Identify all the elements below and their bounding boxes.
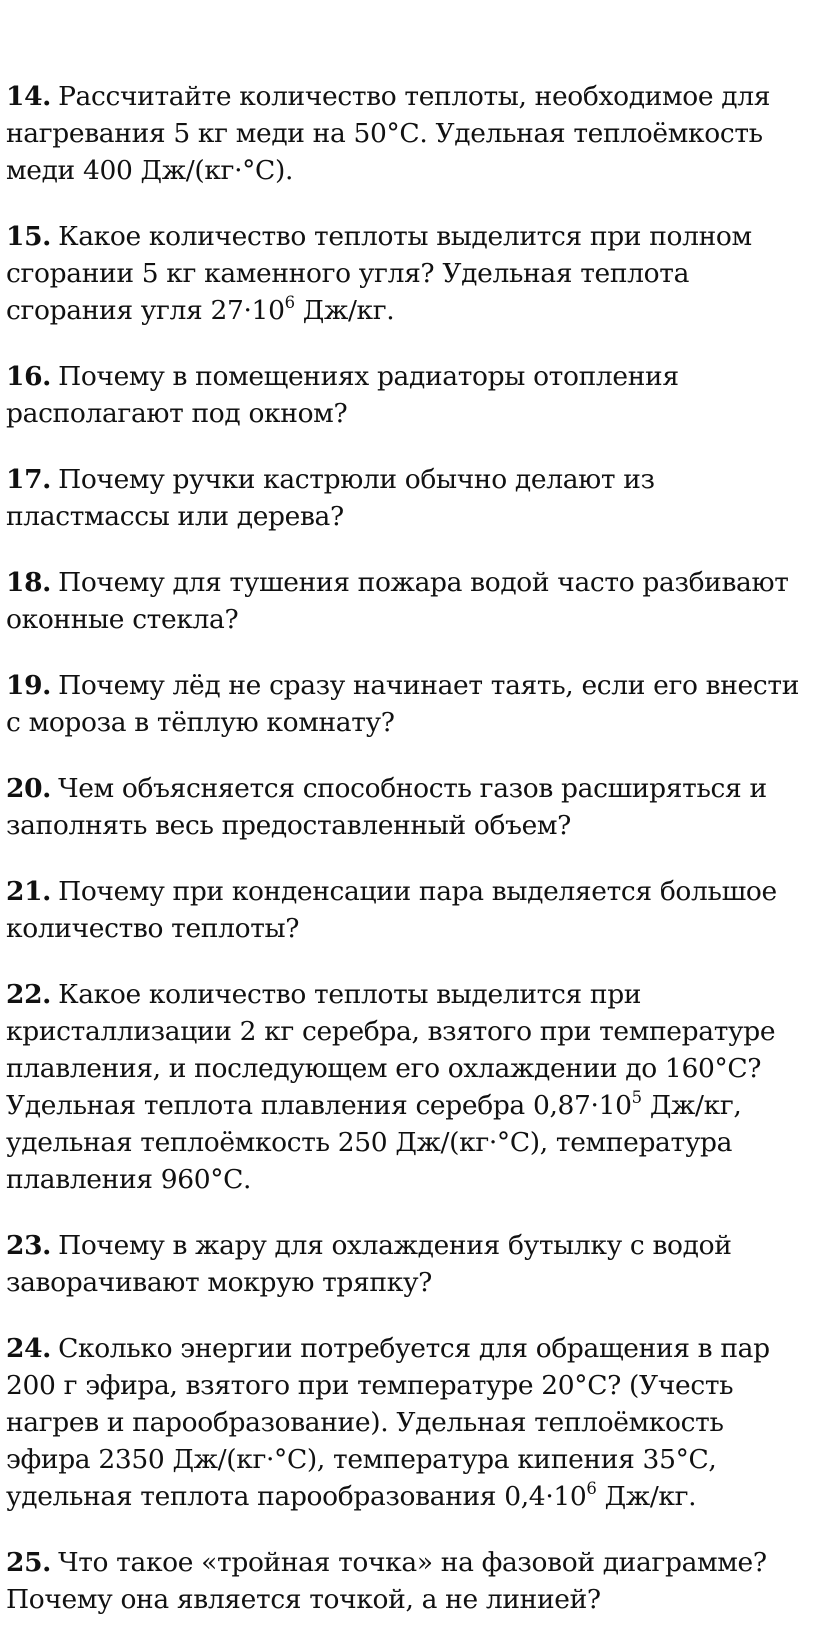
task-text-line: [6, 1404, 808, 1441]
task-text-line: [6, 601, 808, 638]
task-text: удельная теплоёмкость 250 Дж/(кг·°С), температура: [6, 1127, 733, 1158]
task-text: оконные стекла?: [6, 604, 239, 635]
task-item: [6, 976, 808, 1198]
task-text: заворачивают мокрую тряпку?: [6, 1267, 433, 1298]
task-text: Рассчитайте количество теплоты, необходимое для: [58, 81, 771, 112]
exponent: 6: [284, 292, 295, 312]
task-text-line: [6, 78, 808, 115]
task-text: кристаллизации 2 кг серебра, взятого при температуре: [6, 1016, 776, 1047]
task-text-line: [6, 1227, 808, 1264]
task-text: количество теплоты?: [6, 913, 300, 944]
task-text-line: [6, 1367, 808, 1404]
task-text: эфира 2350 Дж/(кг·°С), температура кипения 35°С,: [6, 1444, 717, 1475]
task-text: плавления, и последующем его охлаждении до 160°С?: [6, 1053, 762, 1084]
task-text-line: [6, 218, 808, 255]
task-number: 22.: [6, 979, 52, 1010]
task-number: 21.: [6, 876, 52, 907]
task-text: Сколько энергии потребуется для обращения в пар: [58, 1333, 770, 1364]
task-item: [6, 873, 808, 947]
task-item: [6, 358, 808, 432]
task-text-line: [6, 1330, 808, 1367]
task-number: 23.: [6, 1230, 52, 1261]
task-text: удельная теплота парообразования 0,4·10: [6, 1481, 587, 1512]
task-number: 14.: [6, 81, 52, 112]
task-text-line: [6, 1161, 808, 1198]
task-number: 16.: [6, 361, 52, 392]
task-text: с мороза в тёплую комнату?: [6, 707, 395, 738]
exponent: 5: [631, 1087, 642, 1107]
task-text: сгорания угля 27·10: [6, 295, 285, 326]
task-text-unit: Дж/кг,: [641, 1090, 742, 1121]
task-text: Какое количество теплоты выделится при: [58, 979, 642, 1010]
task-text: Что такое «тройная точка» на фазовой диаграмме?: [58, 1547, 767, 1578]
task-text: Почему в помещениях радиаторы отопления: [58, 361, 679, 392]
task-text-line: [6, 704, 808, 741]
task-text: Почему она является точкой, а не линией?: [6, 1584, 601, 1615]
task-text-line: [6, 152, 808, 189]
task-text-line: [6, 1013, 808, 1050]
task-text-line: [6, 873, 808, 910]
task-text-line: [6, 807, 808, 844]
task-text: заполнять весь предоставленный объем?: [6, 810, 572, 841]
task-text-line: [6, 910, 808, 947]
task-text-line: [6, 564, 808, 601]
task-text-line: [6, 498, 808, 535]
task-number: 20.: [6, 773, 52, 804]
task-text-line: [6, 1544, 808, 1581]
task-item: [6, 1544, 808, 1618]
task-text-line: [6, 667, 808, 704]
task-text-line: [6, 395, 808, 432]
task-text-line: [6, 1050, 808, 1087]
task-text-line: [6, 976, 808, 1013]
task-text: сгорании 5 кг каменного угля? Удельная теплота: [6, 258, 690, 289]
task-text: плавления 960°С.: [6, 1164, 252, 1195]
task-text: меди 400 Дж/(кг·°С).: [6, 155, 294, 186]
task-list: [6, 78, 808, 1618]
task-text-line: [6, 461, 808, 498]
task-item: [6, 667, 808, 741]
task-item: [6, 218, 808, 329]
task-text: пластмассы или дерева?: [6, 501, 344, 532]
task-text-line: [6, 292, 808, 329]
task-item: [6, 78, 808, 189]
task-text: Почему для тушения пожара водой часто разбивают: [58, 567, 789, 598]
task-text-line: [6, 115, 808, 152]
task-item: [6, 1227, 808, 1301]
task-number: 18.: [6, 567, 52, 598]
task-text: нагрев и парообразование). Удельная теплоёмкость: [6, 1407, 724, 1438]
task-item: [6, 461, 808, 535]
task-text-line: [6, 770, 808, 807]
task-text-line: [6, 1581, 808, 1618]
task-text: нагревания 5 кг меди на 50°С. Удельная теплоёмкость: [6, 118, 763, 149]
task-number: 17.: [6, 464, 52, 495]
task-text-line: [6, 1441, 808, 1478]
task-number: 19.: [6, 670, 52, 701]
task-text-line: [6, 1087, 808, 1124]
task-text: Какое количество теплоты выделится при полном: [58, 221, 752, 252]
task-item: [6, 770, 808, 844]
task-item: [6, 564, 808, 638]
task-text-line: [6, 1124, 808, 1161]
task-text-line: [6, 255, 808, 292]
task-text-line: [6, 1478, 808, 1515]
task-number: 15.: [6, 221, 52, 252]
task-text: Чем объясняется способность газов расширяться и: [58, 773, 767, 804]
task-text: Удельная теплота плавления серебра 0,87·10: [6, 1090, 632, 1121]
task-item: [6, 1330, 808, 1515]
task-text: 200 г эфира, взятого при температуре 20°С? (Учесть: [6, 1370, 734, 1401]
task-text-line: [6, 1264, 808, 1301]
task-number: 25.: [6, 1547, 52, 1578]
exponent: 6: [586, 1478, 597, 1498]
task-text-unit: Дж/кг.: [596, 1481, 697, 1512]
task-text: Почему ручки кастрюли обычно делают из: [58, 464, 655, 495]
task-text: Почему при конденсации пара выделяется большое: [58, 876, 777, 907]
task-text-unit: Дж/кг.: [294, 295, 395, 326]
task-text: располагают под окном?: [6, 398, 348, 429]
task-text: Почему в жару для охлаждения бутылку с водой: [58, 1230, 732, 1261]
task-number: 24.: [6, 1333, 52, 1364]
task-text: Почему лёд не сразу начинает таять, если его внести: [58, 670, 800, 701]
task-text-line: [6, 358, 808, 395]
